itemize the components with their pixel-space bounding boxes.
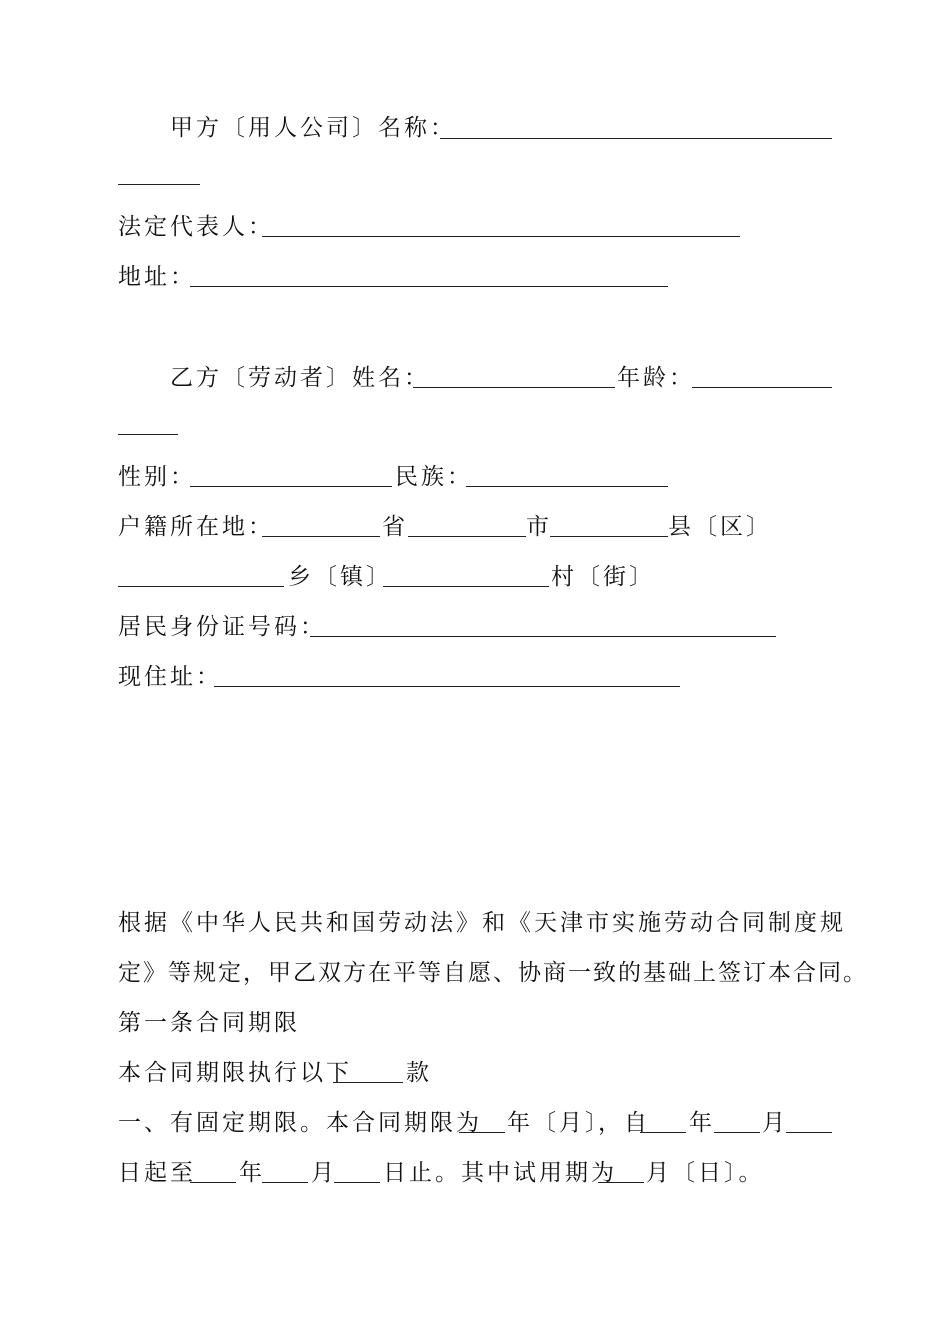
hukou-row <box>118 512 274 542</box>
current-address-field[interactable] <box>214 686 680 687</box>
province-field[interactable] <box>262 536 380 537</box>
age-row <box>617 363 695 393</box>
month-day-text-row <box>646 1158 765 1188</box>
article-1-title-text: 第一条合同期限 <box>118 1010 300 1036</box>
gender-row <box>118 462 196 492</box>
end-year-text: 年 <box>239 1160 265 1186</box>
party-a-name-field[interactable] <box>440 138 832 139</box>
start-year-field[interactable] <box>640 1132 686 1133</box>
intro-line-1 <box>118 908 846 938</box>
term-option-field[interactable] <box>333 1082 403 1083</box>
start-year-text-row <box>689 1108 715 1138</box>
ethnicity-row <box>395 462 473 492</box>
party-b-name-label: 乙方〔劳动者〕姓名： <box>170 365 430 391</box>
village-field[interactable] <box>383 586 549 587</box>
intro-text-1: 根据《中华人民共和国劳动法》和《天津市实施劳动合同制度规 <box>118 910 846 936</box>
party-b-name-row <box>170 363 430 393</box>
legal-rep-field[interactable] <box>262 236 740 237</box>
end-year-text-row <box>239 1158 265 1188</box>
gender-field[interactable] <box>190 486 392 487</box>
month-day-text: 月〔日〕。 <box>646 1160 765 1186</box>
term-suffix: 款 <box>406 1060 432 1086</box>
current-address-row <box>118 662 222 692</box>
term-suffix-row <box>406 1058 432 1088</box>
village-text-row <box>551 562 655 592</box>
party-a-name-label: 甲方〔用人公司〕名称： <box>170 115 456 141</box>
intro-line-2 <box>118 958 868 988</box>
age-label: 年龄： <box>617 365 695 391</box>
township-text-row <box>288 562 392 592</box>
party-a-name-field-cont[interactable] <box>118 184 200 185</box>
end-year-field[interactable] <box>190 1182 236 1183</box>
legal-rep-label: 法定代表人： <box>118 214 274 240</box>
hukou-label: 户籍所在地： <box>118 514 274 540</box>
intro-text-2: 定》等规定，甲乙双方在平等自愿、协商一致的基础上签订本合同。 <box>118 960 868 986</box>
gender-label: 性别： <box>118 464 196 490</box>
start-month-field[interactable] <box>714 1132 760 1133</box>
start-year-text: 年 <box>689 1110 715 1136</box>
province-text-row <box>382 512 408 542</box>
id-row <box>118 612 326 642</box>
term-row <box>118 1058 352 1088</box>
end-month-text-row <box>311 1158 337 1188</box>
ethnicity-label: 民族： <box>395 464 473 490</box>
from-text-row <box>598 1108 650 1138</box>
age-field-cont[interactable] <box>118 434 178 435</box>
county-field[interactable] <box>550 536 668 537</box>
end-date-row <box>118 1158 196 1188</box>
from-text: ，自 <box>598 1110 650 1136</box>
city-label: 市 <box>526 514 552 540</box>
probation-field[interactable] <box>598 1182 644 1183</box>
party-a-address-label: 地址： <box>118 264 196 290</box>
article-1-title <box>118 1008 300 1038</box>
day-start-text: 日起至 <box>118 1160 196 1186</box>
start-month-text: 月 <box>762 1110 788 1136</box>
legal-rep-row <box>118 212 274 242</box>
end-month-field[interactable] <box>262 1182 308 1183</box>
current-address-label: 现住址： <box>118 664 222 690</box>
start-day-field[interactable] <box>786 1132 832 1133</box>
year-month-text: 年〔月〕 <box>507 1110 611 1136</box>
term-length-field[interactable] <box>459 1132 505 1133</box>
township-label: 乡〔镇〕 <box>288 564 392 590</box>
county-text-row <box>668 512 772 542</box>
party-b-name-field[interactable] <box>413 387 615 388</box>
party-a-name-row <box>170 113 456 143</box>
city-field[interactable] <box>408 536 526 537</box>
day-end-text: 日止。其中试用期为 <box>383 1160 617 1186</box>
end-month-text: 月 <box>311 1160 337 1186</box>
id-label: 居民身份证号码： <box>118 614 326 640</box>
id-field[interactable] <box>310 636 776 637</box>
start-month-text-row <box>762 1108 788 1138</box>
year-month-text-row <box>507 1108 611 1138</box>
fixed-term-prefix: 一、有固定期限。本合同期限为 <box>118 1110 482 1136</box>
term-prefix: 本合同期限执行以下 <box>118 1060 352 1086</box>
province-label: 省 <box>382 514 408 540</box>
township-field[interactable] <box>118 586 284 587</box>
age-field[interactable] <box>692 387 832 388</box>
party-a-address-field[interactable] <box>190 286 668 287</box>
village-label: 村〔街〕 <box>551 564 655 590</box>
fixed-term-row <box>118 1108 482 1138</box>
ethnicity-field[interactable] <box>466 486 668 487</box>
day-end-text-row <box>383 1158 617 1188</box>
county-label: 县〔区〕 <box>668 514 772 540</box>
city-text-row <box>526 512 552 542</box>
party-a-address-row <box>118 262 196 292</box>
end-day-field[interactable] <box>334 1182 380 1183</box>
